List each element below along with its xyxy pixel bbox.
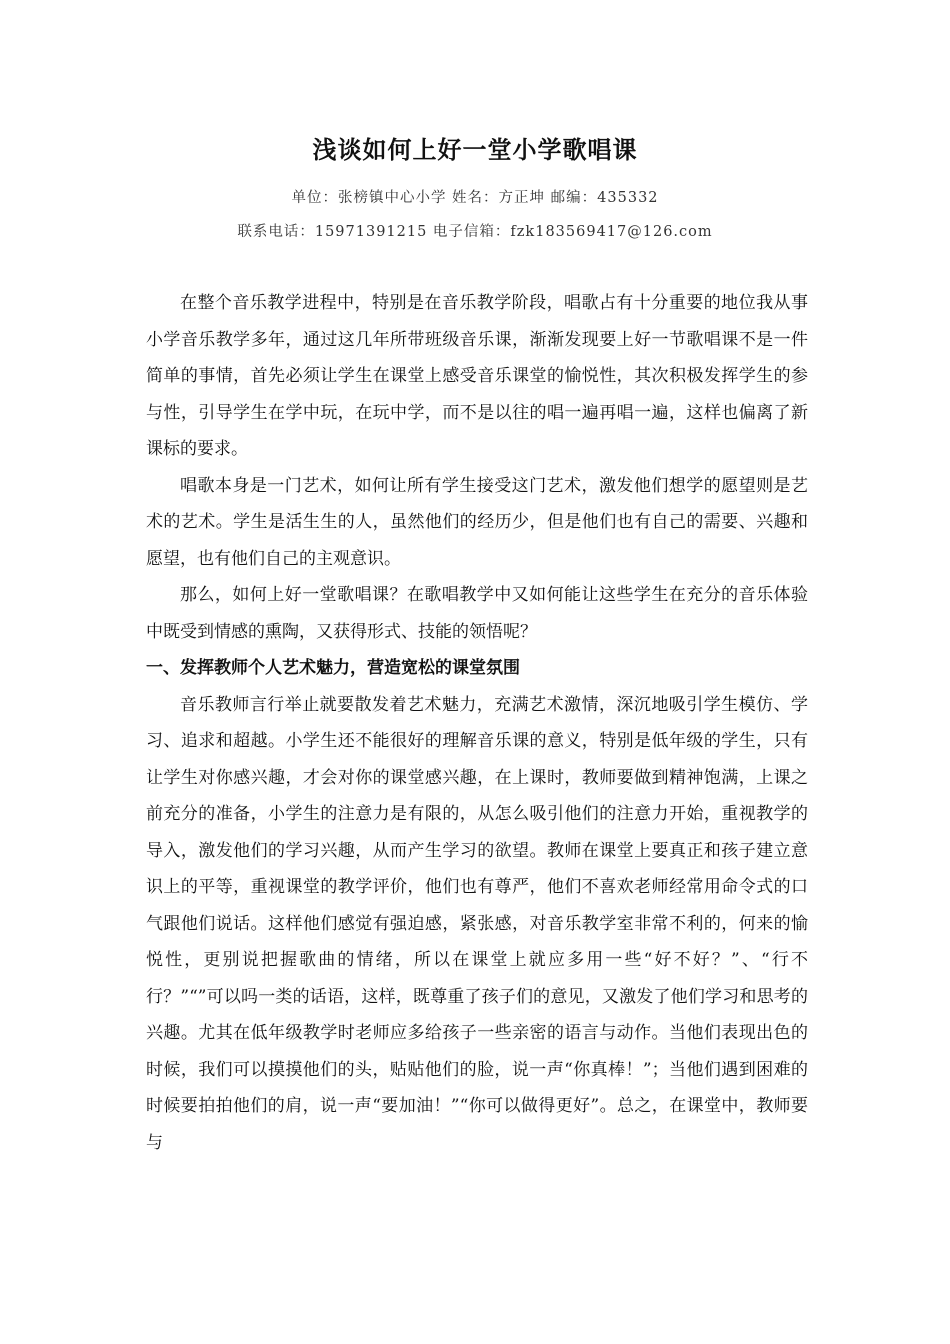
paragraph-art: 唱歌本身是一门艺术，如何让所有学生接受这门艺术，激发他们想学的愿望则是艺术的艺术。学生是活生生的人，虽然他们的经历少，但是他们也有自己的需要、兴趣和愿望，也有他们自己的主观意识。 [146, 475, 808, 569]
paragraph-intro: 在整个音乐教学进程中，特别是在音乐教学阶段，唱歌占有十分重要的地位我从事小学音乐教学多年，通过这几年所带班级音乐课，渐渐发现要上好一节歌唱课不是一件简单的事情，首先必须让学生在课堂上感受音乐课堂的愉悦性，其次积极发挥学生的参与性，引导学生在学中玩，在玩中学，而不是以往的唱一遍再唱一遍，这样也偏离了新课标的要求。 [146, 293, 808, 459]
author-info-line: 单位：张榜镇中心小学 姓名：方正坤 邮编：435332 [291, 190, 659, 206]
contact-info-line: 联系电话：15971391215 电子信箱：fzk183569417@126.com [237, 224, 713, 240]
document-title: 浅谈如何上好一堂小学歌唱课 [312, 136, 638, 164]
paragraph-section-1: 音乐教师言行举止就要散发着艺术魅力，充满艺术激情，深沉地吸引学生模仿、学习、追求和超越。小学生还不能很好的理解音乐课的意义，特别是低年级的学生，只有让学生对你感兴趣，才会对你的课堂感兴趣，在上课时，教师要做到精神饱满，上课之前充分的准备，小学生的注意力是有限的，从怎么吸引他们的注意力开始，重视教学的导入，激发他们的学习兴趣，从而产生学习的欲望。教师在课堂上要真正和孩子建立意识上的平等，重视课堂的教学评价，他们也有尊严，他们不喜欢老师经常用命令式的口气跟他们说话。这样他们感觉有强迫感，紧张感，对音乐教学室非常不利的，何来的愉悦性，更别说把握歌曲的情绪，所以在课堂上就应多用一些“好不好？”、“行不行？”“”可以吗一类的话语，这样，既尊重了孩子们的意见，又激发了他们学习和思考的兴趣。尤其在低年级教学时老师应多给孩子一些亲密的语言与动作。当他们表现出色的时候，我们可以摸摸他们的头，贴贴他们的脸，说一声“你真棒！”；当他们遇到困难的时候要拍拍他们的肩，说一声“要加油！”“你可以做得更好”。总之，在课堂中，教师要与 [146, 694, 808, 1153]
paragraph-question: 那么，如何上好一堂歌唱课？在歌唱教学中又如何能让这些学生在充分的音乐体验中既受到情感的熏陶，又获得形式、技能的领悟呢？ [146, 585, 808, 642]
document-body [146, 285, 808, 1161]
section-heading-1: 一、发挥教师个人艺术魅力，营造宽松的课堂氛围 [146, 658, 520, 678]
